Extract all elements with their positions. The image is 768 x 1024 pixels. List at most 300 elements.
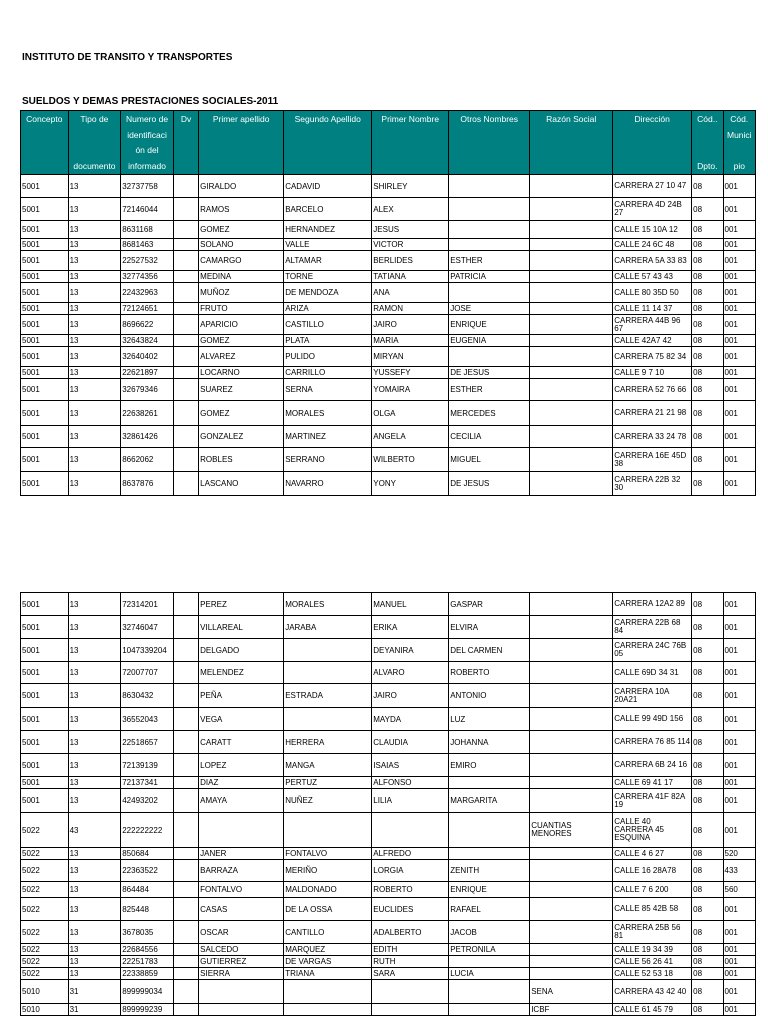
cell-primer-apellido: SALCEDO [199, 944, 284, 956]
cell-direccion: CALLE 11 14 37 [613, 303, 692, 315]
cell-cod-municipio: 001 [723, 175, 755, 198]
cell-numero-identificacion: 22621897 [121, 367, 174, 379]
cell-tipo-documento: 13 [68, 448, 121, 472]
cell-tipo-documento: 13 [68, 882, 121, 898]
cell-numero-identificacion: 8637876 [121, 472, 174, 496]
cell-dv [173, 426, 198, 448]
cell-cod-dpto: 08 [692, 593, 723, 616]
cell-otros-nombres: LUZ [449, 708, 530, 731]
cell-segundo-apellido: PERTUZ [284, 777, 372, 789]
cell-razon-social [530, 731, 613, 754]
cell-primer-apellido: MELENDEZ [199, 662, 284, 684]
cell-cod-dpto: 08 [692, 639, 723, 662]
cell-razon-social: CUANTIAS MENORES [530, 813, 613, 848]
cell-direccion: CARRERA 6B 24 16 [613, 754, 692, 777]
cell-primer-nombre: ANGELA [372, 426, 449, 448]
cell-cod-municipio: 001 [723, 335, 755, 347]
cell-primer-nombre: DEYANIRA [372, 639, 449, 662]
cell-razon-social [530, 860, 613, 882]
institution-title: INSTITUTO DE TRANSITO Y TRANSPORTES [22, 52, 233, 63]
table-row [21, 347, 756, 367]
cell-otros-nombres [449, 221, 530, 239]
cell-cod-dpto: 08 [692, 616, 723, 639]
cell-cod-municipio: 001 [723, 754, 755, 777]
cell-concepto: 5001 [21, 662, 69, 684]
cell-primer-apellido: CAMARGO [199, 251, 284, 271]
cell-cod-municipio: 520 [723, 848, 755, 860]
cell-segundo-apellido: PULIDO [284, 347, 372, 367]
cell-otros-nombres: EUGENIA [449, 335, 530, 347]
cell-primer-nombre: JESUS [372, 221, 449, 239]
cell-segundo-apellido: MALDONADO [284, 882, 372, 898]
cell-numero-identificacion: 8696622 [121, 315, 174, 335]
cell-primer-nombre: MARIA [372, 335, 449, 347]
cell-primer-nombre: SARA [372, 968, 449, 980]
cell-dv [173, 1004, 198, 1016]
header-concepto: Concepto [21, 111, 69, 175]
cell-primer-apellido: GONZALEZ [199, 426, 284, 448]
cell-primer-nombre: MAYDA [372, 708, 449, 731]
cell-concepto: 5001 [21, 251, 69, 271]
cell-tipo-documento: 13 [68, 662, 121, 684]
table-row [21, 731, 756, 754]
cell-cod-dpto: 08 [692, 754, 723, 777]
cell-primer-nombre: EDITH [372, 944, 449, 956]
cell-segundo-apellido: JARABA [284, 616, 372, 639]
cell-numero-identificacion: 22338859 [121, 968, 174, 980]
cell-razon-social [530, 777, 613, 789]
cell-direccion: CALLE 80 35D 50 [613, 283, 692, 303]
cell-direccion: CALLE 40 CARRERA 45 ESQUINA [613, 813, 692, 848]
cell-segundo-apellido: TRIANA [284, 968, 372, 980]
cell-concepto: 5001 [21, 239, 69, 251]
cell-razon-social [530, 616, 613, 639]
cell-numero-identificacion: 22363522 [121, 860, 174, 882]
cell-dv [173, 956, 198, 968]
cell-cod-dpto: 08 [692, 198, 723, 221]
cell-razon-social [530, 175, 613, 198]
cell-razon-social [530, 303, 613, 315]
cell-otros-nombres [449, 777, 530, 789]
cell-numero-identificacion: 22638261 [121, 401, 174, 426]
cell-otros-nombres: MIGUEL [449, 448, 530, 472]
cell-concepto: 5022 [21, 956, 69, 968]
table-row [21, 860, 756, 882]
cell-segundo-apellido: CASTILLO [284, 315, 372, 335]
cell-razon-social [530, 198, 613, 221]
cell-tipo-documento: 13 [68, 754, 121, 777]
cell-razon-social [530, 335, 613, 347]
cell-dv [173, 968, 198, 980]
table-row [21, 239, 756, 251]
cell-primer-nombre: EUCLIDES [372, 898, 449, 921]
cell-numero-identificacion: 72124651 [121, 303, 174, 315]
cell-cod-municipio: 001 [723, 813, 755, 848]
cell-primer-apellido: FRUTO [199, 303, 284, 315]
cell-direccion: CALLE 85 42B 58 [613, 898, 692, 921]
cell-razon-social [530, 848, 613, 860]
cell-otros-nombres [449, 175, 530, 198]
cell-numero-identificacion: 8681463 [121, 239, 174, 251]
cell-cod-municipio: 001 [723, 251, 755, 271]
cell-razon-social [530, 401, 613, 426]
cell-primer-nombre [372, 813, 449, 848]
table-row [21, 662, 756, 684]
cell-primer-apellido: PEREZ [199, 593, 284, 616]
cell-cod-dpto: 08 [692, 662, 723, 684]
table-row [21, 401, 756, 426]
cell-otros-nombres: PETRONILA [449, 944, 530, 956]
cell-razon-social [530, 283, 613, 303]
cell-razon-social [530, 251, 613, 271]
cell-cod-municipio: 433 [723, 860, 755, 882]
cell-concepto: 5001 [21, 221, 69, 239]
cell-primer-apellido: VEGA [199, 708, 284, 731]
cell-direccion: CALLE 19 34 39 [613, 944, 692, 956]
table-row [21, 968, 756, 980]
cell-segundo-apellido: SERRANO [284, 448, 372, 472]
cell-cod-municipio: 001 [723, 921, 755, 944]
cell-cod-municipio: 001 [723, 684, 755, 708]
table-row [21, 367, 756, 379]
table-row [21, 379, 756, 401]
cell-otros-nombres: ENRIQUE [449, 315, 530, 335]
cell-segundo-apellido: MANGA [284, 754, 372, 777]
cell-concepto: 5001 [21, 335, 69, 347]
cell-primer-apellido: JANER [199, 848, 284, 860]
cell-primer-apellido: GIRALDO [199, 175, 284, 198]
cell-primer-apellido: VILLAREAL [199, 616, 284, 639]
cell-segundo-apellido: CARRILLO [284, 367, 372, 379]
cell-primer-apellido: GOMEZ [199, 335, 284, 347]
cell-cod-municipio: 001 [723, 616, 755, 639]
cell-concepto: 5001 [21, 754, 69, 777]
cell-segundo-apellido: ARIZA [284, 303, 372, 315]
cell-tipo-documento: 13 [68, 251, 121, 271]
cell-concepto: 5001 [21, 426, 69, 448]
cell-dv [173, 848, 198, 860]
cell-segundo-apellido: HERRERA [284, 731, 372, 754]
cell-razon-social [530, 754, 613, 777]
cell-concepto: 5001 [21, 367, 69, 379]
cell-dv [173, 882, 198, 898]
cell-direccion: CARRERA 21 21 98 [613, 401, 692, 426]
cell-dv [173, 944, 198, 956]
cell-dv [173, 335, 198, 347]
cell-tipo-documento: 13 [68, 898, 121, 921]
cell-numero-identificacion: 72314201 [121, 593, 174, 616]
cell-cod-dpto: 08 [692, 251, 723, 271]
cell-cod-municipio: 001 [723, 968, 755, 980]
cell-otros-nombres: CECILIA [449, 426, 530, 448]
cell-primer-apellido: CASAS [199, 898, 284, 921]
cell-razon-social [530, 593, 613, 616]
cell-cod-municipio: 001 [723, 980, 755, 1004]
cell-primer-apellido: ROBLES [199, 448, 284, 472]
cell-cod-dpto: 08 [692, 401, 723, 426]
cell-otros-nombres [449, 283, 530, 303]
cell-otros-nombres [449, 980, 530, 1004]
cell-cod-municipio: 001 [723, 367, 755, 379]
cell-razon-social [530, 379, 613, 401]
cell-otros-nombres: JACOB [449, 921, 530, 944]
cell-direccion: CARRERA 27 10 47 [613, 175, 692, 198]
cell-concepto: 5001 [21, 175, 69, 198]
cell-concepto: 5022 [21, 944, 69, 956]
cell-direccion: CALLE 4 6 27 [613, 848, 692, 860]
cell-tipo-documento: 13 [68, 239, 121, 251]
cell-cod-municipio: 001 [723, 944, 755, 956]
cell-razon-social [530, 684, 613, 708]
cell-tipo-documento: 13 [68, 956, 121, 968]
cell-dv [173, 813, 198, 848]
cell-razon-social [530, 271, 613, 283]
cell-direccion: CALLE 99 49D 156 [613, 708, 692, 731]
cell-dv [173, 921, 198, 944]
cell-concepto: 5010 [21, 980, 69, 1004]
cell-cod-municipio: 001 [723, 426, 755, 448]
cell-razon-social: SENA [530, 980, 613, 1004]
cell-segundo-apellido: DE LA OSSA [284, 898, 372, 921]
table-row [21, 448, 756, 472]
cell-dv [173, 221, 198, 239]
cell-dv [173, 239, 198, 251]
cell-cod-municipio: 001 [723, 198, 755, 221]
table-row [21, 789, 756, 813]
cell-otros-nombres [449, 956, 530, 968]
cell-dv [173, 616, 198, 639]
cell-cod-municipio: 001 [723, 1004, 755, 1016]
cell-segundo-apellido [284, 813, 372, 848]
cell-direccion: CALLE 15 10A 12 [613, 221, 692, 239]
cell-direccion: CARRERA 4D 24B 27 [613, 198, 692, 221]
cell-primer-nombre: WILBERTO [372, 448, 449, 472]
cell-cod-municipio: 001 [723, 239, 755, 251]
cell-primer-apellido: AMAYA [199, 789, 284, 813]
cell-cod-municipio: 001 [723, 789, 755, 813]
cell-tipo-documento: 13 [68, 401, 121, 426]
header-tipo-documento: Tipo de documento [68, 111, 121, 175]
cell-razon-social: ICBF [530, 1004, 613, 1016]
cell-tipo-documento: 13 [68, 271, 121, 283]
cell-cod-dpto: 08 [692, 789, 723, 813]
cell-concepto: 5001 [21, 379, 69, 401]
table-row [21, 956, 756, 968]
cell-otros-nombres: RAFAEL [449, 898, 530, 921]
cell-concepto: 5001 [21, 593, 69, 616]
cell-otros-nombres [449, 1004, 530, 1016]
cell-dv [173, 980, 198, 1004]
cell-tipo-documento: 13 [68, 616, 121, 639]
cell-numero-identificacion: 32746047 [121, 616, 174, 639]
cell-direccion: CARRERA 22B 68 84 [613, 616, 692, 639]
cell-razon-social [530, 956, 613, 968]
cell-otros-nombres: DE JESUS [449, 472, 530, 496]
cell-tipo-documento: 13 [68, 472, 121, 496]
table-row [21, 175, 756, 198]
cell-segundo-apellido: MARQUEZ [284, 944, 372, 956]
cell-primer-apellido: SIERRA [199, 968, 284, 980]
cell-direccion: CALLE 7 6 200 [613, 882, 692, 898]
cell-tipo-documento: 13 [68, 944, 121, 956]
table-row [21, 303, 756, 315]
cell-primer-nombre: VICTOR [372, 239, 449, 251]
cell-concepto: 5001 [21, 271, 69, 283]
cell-primer-nombre: ANA [372, 283, 449, 303]
cell-primer-nombre: ALVARO [372, 662, 449, 684]
header-dv: Dv [173, 111, 198, 175]
cell-direccion: CARRERA 76 85 114 [613, 731, 692, 754]
cell-tipo-documento: 13 [68, 221, 121, 239]
cell-direccion: CALLE 56 26 41 [613, 956, 692, 968]
cell-razon-social [530, 221, 613, 239]
cell-otros-nombres: EMIRO [449, 754, 530, 777]
cell-segundo-apellido: VALLE [284, 239, 372, 251]
header-direccion: Dirección [613, 111, 692, 175]
header-cod-municipio: Cód. Munici pio [723, 111, 755, 175]
cell-otros-nombres: ESTHER [449, 379, 530, 401]
cell-cod-dpto: 08 [692, 980, 723, 1004]
cell-primer-apellido: SUAREZ [199, 379, 284, 401]
cell-direccion: CALLE 69 41 17 [613, 777, 692, 789]
cell-primer-nombre: ADALBERTO [372, 921, 449, 944]
cell-primer-nombre: JAIRO [372, 315, 449, 335]
table-row [21, 1004, 756, 1016]
cell-dv [173, 754, 198, 777]
cell-primer-nombre: ERIKA [372, 616, 449, 639]
cell-numero-identificacion: 32737758 [121, 175, 174, 198]
cell-otros-nombres: ENRIQUE [449, 882, 530, 898]
cell-concepto: 5001 [21, 684, 69, 708]
cell-segundo-apellido: PLATA [284, 335, 372, 347]
cell-direccion: CARRERA 16E 45D 38 [613, 448, 692, 472]
cell-primer-nombre: YOMAIRA [372, 379, 449, 401]
cell-direccion: CALLE 24 6C 48 [613, 239, 692, 251]
cell-razon-social [530, 882, 613, 898]
table-row [21, 283, 756, 303]
cell-cod-municipio: 001 [723, 347, 755, 367]
cell-cod-municipio: 001 [723, 379, 755, 401]
cell-numero-identificacion: 8662062 [121, 448, 174, 472]
cell-concepto: 5001 [21, 731, 69, 754]
cell-razon-social [530, 448, 613, 472]
cell-numero-identificacion: 1047339204 [121, 639, 174, 662]
table-row [21, 251, 756, 271]
cell-otros-nombres: ZENITH [449, 860, 530, 882]
cell-dv [173, 777, 198, 789]
cell-razon-social [530, 426, 613, 448]
cell-direccion: CALLE 16 28A78 [613, 860, 692, 882]
cell-primer-apellido: MUÑOZ [199, 283, 284, 303]
cell-razon-social [530, 708, 613, 731]
cell-cod-dpto: 08 [692, 684, 723, 708]
cell-tipo-documento: 13 [68, 684, 121, 708]
cell-numero-identificacion: 72146044 [121, 198, 174, 221]
cell-cod-dpto: 08 [692, 731, 723, 754]
cell-dv [173, 639, 198, 662]
cell-direccion: CALLE 61 45 79 [613, 1004, 692, 1016]
cell-cod-municipio: 001 [723, 315, 755, 335]
cell-cod-dpto: 08 [692, 315, 723, 335]
cell-cod-municipio: 001 [723, 708, 755, 731]
cell-cod-dpto: 08 [692, 221, 723, 239]
cell-cod-municipio: 001 [723, 401, 755, 426]
cell-primer-apellido: DELGADO [199, 639, 284, 662]
cell-otros-nombres: GASPAR [449, 593, 530, 616]
cell-concepto: 5001 [21, 401, 69, 426]
cell-segundo-apellido [284, 662, 372, 684]
cell-dv [173, 401, 198, 426]
cell-cod-municipio: 001 [723, 662, 755, 684]
cell-primer-apellido: BARRAZA [199, 860, 284, 882]
cell-dv [173, 303, 198, 315]
cell-segundo-apellido: DE MENDOZA [284, 283, 372, 303]
cell-numero-identificacion: 32774356 [121, 271, 174, 283]
cell-numero-identificacion: 22527532 [121, 251, 174, 271]
cell-primer-nombre: YUSSEFY [372, 367, 449, 379]
cell-primer-apellido: APARICIO [199, 315, 284, 335]
cell-concepto: 5010 [21, 1004, 69, 1016]
cell-direccion: CARRERA 25B 56 81 [613, 921, 692, 944]
cell-direccion: CALLE 52 53 18 [613, 968, 692, 980]
cell-segundo-apellido: DE VARGAS [284, 956, 372, 968]
cell-cod-dpto: 08 [692, 944, 723, 956]
cell-cod-dpto: 08 [692, 956, 723, 968]
cell-tipo-documento: 13 [68, 968, 121, 980]
cell-concepto: 5001 [21, 283, 69, 303]
cell-primer-nombre: ALFONSO [372, 777, 449, 789]
header-razon-social: Razón Social [530, 111, 613, 175]
cell-otros-nombres: LUCIA [449, 968, 530, 980]
table-row [21, 898, 756, 921]
cell-tipo-documento: 13 [68, 283, 121, 303]
cell-primer-apellido: RAMOS [199, 198, 284, 221]
cell-razon-social [530, 239, 613, 251]
cell-primer-nombre: TATIANA [372, 271, 449, 283]
header-segundo-apellido: Segundo Apellido [284, 111, 372, 175]
cell-segundo-apellido: MERIÑO [284, 860, 372, 882]
cell-tipo-documento: 13 [68, 347, 121, 367]
cell-otros-nombres: DE JESUS [449, 367, 530, 379]
cell-direccion: CARRERA 41F 82A 19 [613, 789, 692, 813]
table-row [21, 335, 756, 347]
cell-otros-nombres [449, 813, 530, 848]
cell-concepto: 5001 [21, 472, 69, 496]
cell-razon-social [530, 921, 613, 944]
cell-primer-nombre: RAMON [372, 303, 449, 315]
table-row [21, 271, 756, 283]
cell-concepto: 5001 [21, 448, 69, 472]
cell-cod-dpto: 08 [692, 882, 723, 898]
cell-primer-apellido [199, 813, 284, 848]
cell-otros-nombres [449, 347, 530, 367]
cell-primer-nombre: LORGIA [372, 860, 449, 882]
cell-segundo-apellido: NAVARRO [284, 472, 372, 496]
cell-numero-identificacion: 3678035 [121, 921, 174, 944]
cell-cod-dpto: 08 [692, 848, 723, 860]
cell-segundo-apellido: HERNANDEZ [284, 221, 372, 239]
cell-primer-nombre [372, 1004, 449, 1016]
cell-tipo-documento: 13 [68, 315, 121, 335]
cell-razon-social [530, 944, 613, 956]
cell-tipo-documento: 13 [68, 777, 121, 789]
cell-numero-identificacion: 22518657 [121, 731, 174, 754]
cell-tipo-documento: 31 [68, 980, 121, 1004]
cell-tipo-documento: 13 [68, 593, 121, 616]
table-row [21, 944, 756, 956]
cell-dv [173, 898, 198, 921]
table-row [21, 848, 756, 860]
